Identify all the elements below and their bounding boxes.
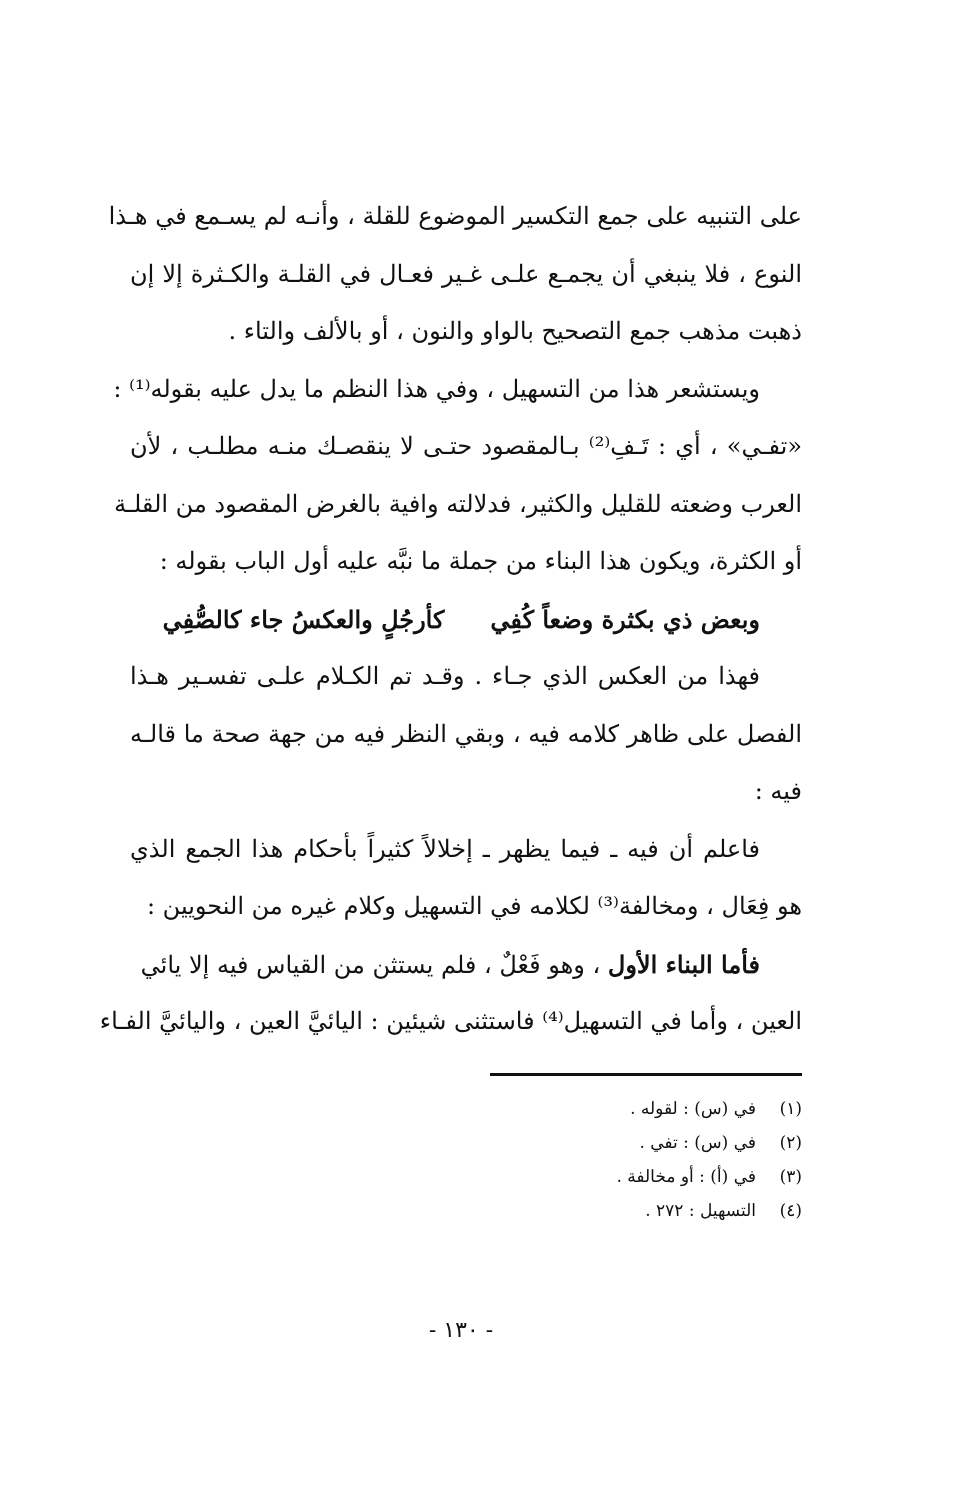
text-run: ، وهو فَعْلٌ ، فلم يستثن من القياس فيه إلا يائي bbox=[140, 950, 608, 979]
text-line: فاعلم أن فيه ـ فيما يظهر ـ إخلالاً كثيراً بأحكام هذا الجمع الذي bbox=[130, 834, 760, 863]
footnote bbox=[402, 1092, 802, 1126]
verse-hemistich-first: وبعض ذي بكثرة وضعاً كُفِي bbox=[490, 604, 760, 634]
section-heading-inline: فأما البناء الأول bbox=[607, 949, 760, 979]
main-text bbox=[99, 188, 802, 1051]
text-line: الفصل على ظاهر كلامه فيه ، وبقي النظر فيه من جهة صحة ما قالـه bbox=[130, 719, 802, 748]
footnotes bbox=[402, 1092, 802, 1228]
text-line bbox=[130, 936, 802, 994]
footnote-number: (٣) bbox=[779, 1167, 802, 1187]
text-line: ذهبت مذهب جمع التصحيح بالواو والنون ، أو بالألف والتاء . bbox=[228, 317, 802, 345]
footnote-text: في (س) : لقوله . bbox=[630, 1099, 756, 1119]
text-line: على التنبيه على جمع التكسير الموضوع للقلة ، وأنـه لم يسـمع في هـذا bbox=[108, 202, 802, 230]
text-line: فهذا من العكس الذي جـاء . وقـد تم الكـلام علـى تفسـير هـذا bbox=[130, 662, 760, 690]
footnote-text: في (أ) : أو مخالفة . bbox=[616, 1167, 756, 1187]
footnote-text: في (س) : تفي . bbox=[639, 1133, 756, 1153]
text-line: النوع ، فلا ينبغي أن يجمـع علـى غـير فعـال في القلـة والكـثرة إلا إن bbox=[130, 259, 802, 288]
text-line: العرب وضعته للقليل والكثير، فدلالته وافية بالغرض المقصود من القلـة bbox=[114, 489, 802, 518]
text-line: هو فِعَال ، ومخالفة⁽³⁾ لكلامه في التسهيل وكلام غيره من النحويين : bbox=[146, 892, 802, 920]
verse-hemistich-second: كأرجُلٍ والعكسُ جاء كالصُّفِي bbox=[162, 604, 445, 634]
page-number: - ١٣٠ - bbox=[428, 1318, 494, 1343]
footnote bbox=[402, 1194, 802, 1228]
poetry-verse bbox=[130, 591, 802, 649]
text-line: العين ، وأما في التسهيل⁽⁴⁾ فاستثنى شيئين : اليائيَّ العين ، واليائيَّ الفـاء bbox=[99, 1007, 802, 1035]
text-line: أو الكثرة، ويكون هذا البناء من جملة ما نبَّه عليه أول الباب بقوله : bbox=[159, 547, 802, 575]
footnote-separator bbox=[490, 1073, 802, 1076]
footnote bbox=[402, 1160, 802, 1194]
footnote-number: (٢) bbox=[779, 1133, 802, 1153]
footnote-number: (١) bbox=[779, 1099, 802, 1119]
text-line: ويستشعر هذا من التسهيل ، وفي هذا النظم ما يدل عليه بقوله⁽¹⁾ : bbox=[113, 374, 760, 403]
footnote-number: (٤) bbox=[779, 1201, 802, 1221]
text-line: فيه : bbox=[754, 777, 802, 805]
text-line: «تفـي» ، أي : تَـفِ⁽²⁾ بـالمقصود حتـى لا ينقصـك منـه مطلـب ، لأن bbox=[130, 432, 802, 460]
footnote bbox=[402, 1126, 802, 1160]
footnote-text: التسهيل : ٢٧٢ . bbox=[645, 1201, 756, 1221]
